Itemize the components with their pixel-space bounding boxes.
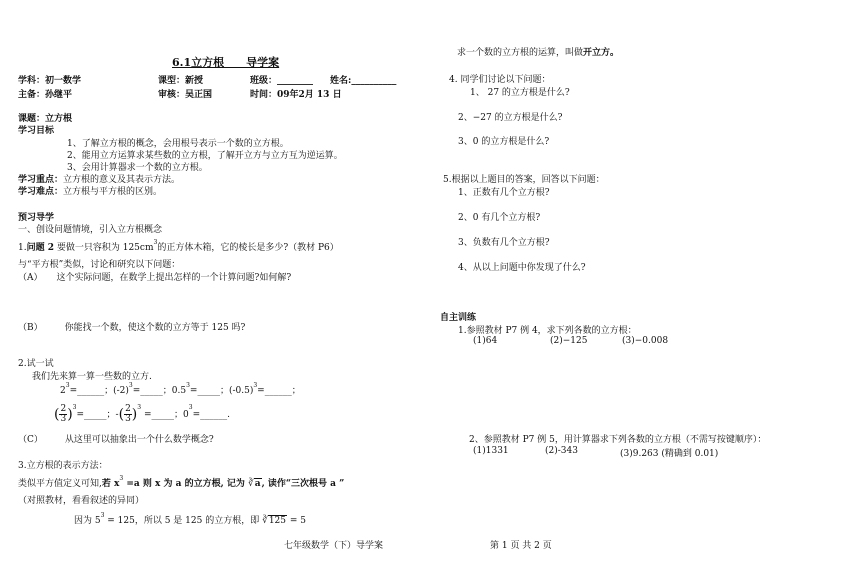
repr-note: （对照教材，看看叙述的异同）	[18, 496, 145, 506]
lesson-type-label: 课型：新授	[158, 76, 204, 86]
qa-text: 这个实际问题，在数学上提出怎样的一个计算问题?如何解?	[56, 273, 292, 283]
subject-label: 学科：初一数学	[18, 76, 82, 86]
example-sup: 3	[100, 512, 105, 519]
calc-sup: 3	[253, 382, 258, 389]
calc-sup: 3	[72, 404, 77, 411]
practice-1-item: (2)−125	[550, 336, 588, 346]
fraction	[124, 405, 132, 424]
q2-label: 问题 2	[26, 243, 54, 253]
paren: (	[118, 406, 125, 423]
calc-text: =_____；0.5	[132, 386, 187, 396]
definition-text: 求一个数的立方根的运算，叫做	[457, 48, 584, 58]
footer-page: 第 1 页 共 2 页	[490, 541, 552, 551]
key-point-value: 立方根的意义及其表示方法。	[63, 175, 181, 185]
calc-text: =_____；0	[141, 410, 189, 420]
calc-sup: 3	[137, 404, 142, 411]
q5-item: 4、从以上问题中你发现了什么?	[458, 263, 586, 273]
preview-heading: 预习导学	[18, 213, 55, 223]
difficulty-value: 立方根与平方根的区别。	[63, 187, 163, 197]
q2-prefix: 1.	[18, 243, 27, 253]
qc-label: （C）	[18, 435, 43, 445]
question-b	[18, 320, 245, 333]
calc-sup: 3	[188, 404, 193, 411]
repr-text: , 读作“三次根号 a ”	[261, 479, 345, 489]
repr-definition	[18, 476, 344, 489]
q4-heading: 4. 同学们讨论以下问题：	[449, 75, 551, 85]
frac-num: 2	[60, 404, 67, 414]
difficulty	[18, 184, 162, 197]
topic-label: 课题：	[18, 114, 46, 124]
question-2	[18, 240, 339, 253]
practice-2-item: (1)1331	[473, 446, 509, 456]
q5-heading: 5.根据以上题目的答案，回答以下问题：	[443, 175, 605, 185]
practice-2-item: (2)-343	[545, 446, 578, 456]
q4-item: 2、−27 的立方根是什么?	[458, 113, 563, 123]
practice-heading: 自主训练	[440, 313, 477, 323]
calc-text: =______.	[192, 410, 230, 420]
frac-den: 3	[125, 414, 131, 424]
q5-item: 2、0 有几个立方根?	[458, 213, 541, 223]
definition-term: 开立方。	[583, 48, 620, 58]
calc-text: =______；(-2)	[69, 386, 129, 396]
practice-2: 2、参照教材 P7 例 5，用计算器求下列各数的立方根（不需写按键顺序）：	[469, 435, 767, 445]
example-text: = 125，所以 5 是 125 的立方根，即	[104, 516, 263, 526]
qb-text: 你能找一个数，使这个数的立方等于 125 吗?	[64, 323, 246, 333]
q2-text-b: 的正方体木箱，它的棱长是多少?（教材 P6）	[157, 243, 339, 253]
q4-item: 1、 27 的立方根是什么?	[470, 88, 570, 98]
goals-heading: 学习目标	[18, 126, 55, 136]
class-label: 班级：________	[250, 76, 314, 86]
example-text: = 5	[287, 516, 307, 526]
practice-1-item: (3)−0.008	[622, 336, 669, 346]
calc-sup: 3	[65, 382, 70, 389]
difficulty-label: 学习难点：	[18, 187, 64, 197]
calc-text: =______；	[257, 386, 301, 396]
paren: )	[67, 406, 73, 423]
practice-1-item: (1)64	[473, 336, 498, 346]
qb-label: （B）	[18, 323, 43, 333]
calc-text: =_____；-	[76, 410, 119, 420]
calc-text: =_____；(-0.5)	[189, 386, 254, 396]
repr-text: 类似平方值定义可知,	[18, 479, 102, 489]
cube-root-symbol: ∛	[262, 516, 268, 526]
question-a	[18, 270, 291, 283]
example-line	[74, 513, 306, 526]
q2-sup: 3	[153, 239, 158, 246]
qc-text: 从这里可以抽象出一个什么数学概念?	[64, 435, 214, 445]
practice-2-item: (3)9.263 (精确到 0.01)	[620, 449, 719, 459]
calc-sup: 3	[128, 382, 133, 389]
q4-item: 3、0 的立方根是什么?	[458, 137, 550, 147]
cube-root-symbol: ∛	[247, 479, 254, 489]
paren: )	[131, 406, 138, 423]
repr-sup: 3	[119, 475, 124, 482]
radicand: a	[254, 479, 261, 489]
paren: (	[54, 406, 60, 423]
repr-text: 若 x	[101, 479, 120, 489]
qa-label: （A）	[18, 273, 43, 283]
name-label: 姓名:__________	[330, 76, 397, 86]
reviewer-label: 审核：吴正国	[158, 90, 213, 100]
footer-course: 七年级数学（下）导学案	[284, 541, 384, 551]
cube-calc-line	[60, 383, 301, 396]
repr-text: =a 则 x 为 a 的立方根, 记为	[123, 479, 248, 489]
calc-sup: 3	[186, 382, 190, 389]
analogy-line: 与“平方根”类似，讨论和研究以下问题：	[18, 260, 181, 270]
fraction-calc-line	[54, 405, 230, 424]
topic-value: 立方根	[45, 114, 73, 124]
author-label: 主备：孙继平	[18, 90, 73, 100]
example-text: 因为 5	[74, 516, 101, 526]
key-point-label: 学习重点：	[18, 175, 64, 185]
goal-item: 3、会用计算器求一个数的立方根。	[67, 163, 208, 173]
part1-heading: 一、创设问题情境，引入立方根概念	[18, 225, 163, 235]
frac-den: 3	[60, 414, 67, 424]
q2-text: 要做一只容积为 125cm	[54, 243, 154, 253]
time-label: 时间：09年2月 13 日	[250, 90, 342, 100]
calc-a: 2	[60, 386, 66, 396]
try-intro: 我们先来算一算一些数的立方.	[32, 372, 152, 382]
frac-num: 2	[125, 404, 131, 414]
goal-item: 2、能用立方运算求某些数的立方根，了解开立方与立方互为逆运算。	[67, 151, 343, 161]
page-title: 6.1立方根 导学案	[172, 56, 280, 69]
practice-1: 1.参照教材 P7 例 4，求下列各数的立方根：	[458, 326, 637, 336]
goal-item: 1、了解立方根的概念，会用根号表示一个数的立方根。	[67, 139, 289, 149]
q5-item: 1、正数有几个立方根?	[458, 188, 550, 198]
radicand: 125	[268, 516, 287, 526]
question-c	[18, 432, 214, 445]
try-heading: 2.试一试	[18, 359, 54, 369]
q5-item: 3、负数有几个立方根?	[458, 238, 550, 248]
repr-heading: 3.立方根的表示方法：	[18, 461, 108, 471]
definition-line	[457, 45, 619, 58]
